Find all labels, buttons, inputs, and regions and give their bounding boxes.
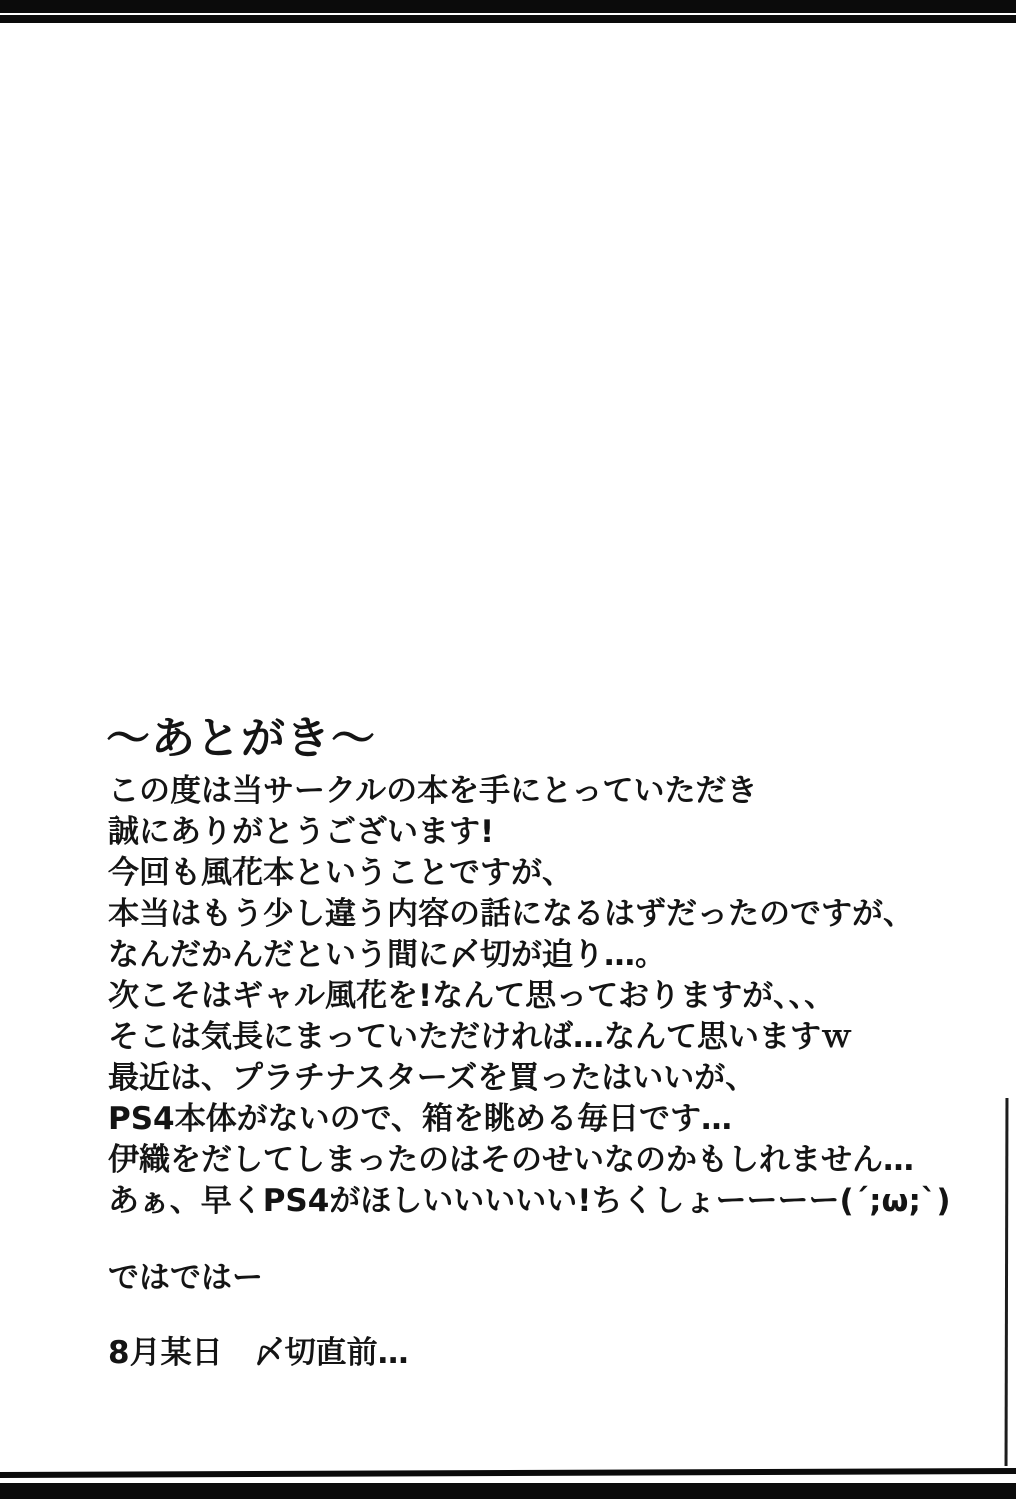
- afterword-body: [108, 771, 951, 1222]
- afterword-line: 次こそはギャル風花を!なんて思っておりますが、、、: [108, 978, 836, 1014]
- afterword-line: なんだかんだという間に〆切が迫り…。: [108, 937, 666, 973]
- bottom-border-line: [0, 1468, 1016, 1478]
- afterword-line: 伊織をだしてしまったのはそのせいなのかもしれません…: [108, 1142, 914, 1178]
- afterword-line: そこは気長にまっていただければ…なんて思いますｗ: [108, 1019, 852, 1055]
- afterword-line: この度は当サークルの本を手にとっていただき: [108, 773, 758, 809]
- top-border-bar: [0, 0, 1016, 13]
- top-border-line: [0, 15, 1016, 23]
- closing-line: ではではー: [108, 1260, 263, 1296]
- page-edge-line: [1005, 1098, 1009, 1466]
- afterword-line: あぁ、早くPS4がほしいいいいい!ちくしょーーーー(´;ω;`): [108, 1183, 951, 1219]
- afterword-line: 最近は、プラチナスターズを買ったはいいが、: [108, 1060, 757, 1096]
- afterword-line: 本当はもう少し違う内容の話になるはずだったのですが、: [108, 896, 914, 932]
- bottom-border-bar: [0, 1483, 1016, 1499]
- date-line: 8月某日 〆切直前…: [108, 1335, 409, 1371]
- afterword-line: 今回も風花本ということですが、: [108, 855, 573, 891]
- afterword-line: 誠にありがとうございます!: [108, 814, 495, 850]
- afterword-line: PS4本体がないので、箱を眺める毎日です…: [108, 1101, 732, 1137]
- afterword-title: 〜あとがき〜: [106, 713, 376, 765]
